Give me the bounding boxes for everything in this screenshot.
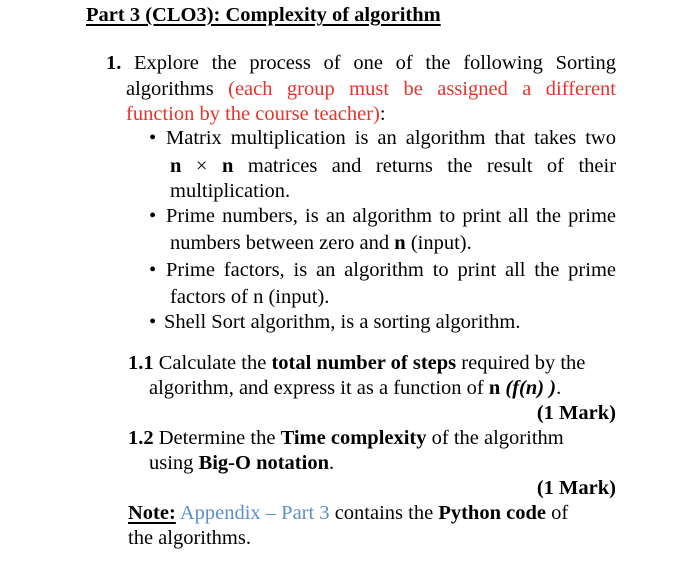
bullet-symbol: •: [149, 311, 157, 333]
question-line-3: [126, 101, 386, 127]
bullet-prime-factors-line-2: factors of n (input).: [170, 286, 330, 308]
subquestion-1-1-period: .: [556, 377, 562, 399]
subquestion-1-2-period: .: [328, 452, 335, 474]
subquestion-1-1-number: 1.1: [128, 352, 154, 374]
note-line-2: the algorithms.: [128, 527, 251, 549]
question-algorithms-text: algorithms: [126, 78, 214, 100]
subquestion-1-1-fn: (f(n) ): [505, 377, 557, 399]
subquestion-1-2-big-o: Big-O notation: [198, 452, 329, 474]
subquestion-1-1-function-text: algorithm, and express it as a function of: [149, 377, 484, 399]
subquestion-1-1-bold: total number of steps: [271, 352, 457, 374]
bullet-prime-numbers-line-1: Prime numbers, is an algorithm to print all the prime: [166, 205, 616, 227]
note-line-1: [128, 500, 568, 526]
bullet-prime-numbers-n: n: [394, 232, 406, 254]
subquestion-1-2-using: using: [149, 452, 194, 474]
subquestion-1-1-line-1: [128, 350, 585, 376]
bullet-matrix-n1: n: [170, 155, 182, 177]
bullet-prime-factors-line-1: Prime factors, is an algorithm to print all the prime: [166, 259, 616, 281]
subquestion-1-1-line-2: [149, 375, 561, 401]
bullet-prime-numbers-text: numbers between zero and: [170, 232, 390, 254]
question-teacher-note: (each group must be assigned a different: [228, 78, 616, 100]
question-number: 1.: [106, 52, 122, 74]
subquestion-1-1-text: Calculate the: [158, 352, 267, 374]
bullet-matrix-line-2: [170, 153, 616, 179]
bullet-matrix-line-3: multiplication.: [170, 180, 291, 202]
subquestion-1-2-line-2: [149, 450, 334, 476]
note-text: contains the: [334, 502, 434, 524]
subquestion-1-2-line-1: [128, 425, 564, 451]
subquestion-1-1-mark: (1 Mark): [536, 402, 616, 424]
question-line-1: Explore the process of one of the following Sorting: [134, 52, 616, 74]
question-teacher-note-end: function by the course teacher): [126, 103, 380, 125]
question-colon: :: [379, 103, 386, 125]
bullet-matrix-rest: matrices and returns the result of their: [247, 155, 617, 177]
note-text-2: of: [551, 502, 569, 524]
note-label: Note:: [128, 502, 176, 524]
bullet-prime-numbers-input: (input).: [410, 232, 472, 254]
bullet-symbol: •: [149, 259, 157, 281]
subquestion-1-2-mark: (1 Mark): [536, 477, 616, 499]
bullet-matrix-n2: n: [221, 155, 234, 177]
note-python-code: Python code: [438, 502, 546, 524]
bullet-prime-numbers-line-2: [170, 230, 472, 256]
subquestion-1-2-text-2: of the algorithm: [431, 427, 564, 449]
subquestion-1-1-text-2: required by the: [461, 352, 586, 374]
bullet-matrix-line-1: Matrix multiplication is an algorithm that takes two: [166, 127, 616, 149]
appendix-link[interactable]: Appendix – Part 3: [179, 502, 330, 524]
page-title: Part 3 (CLO3): Complexity of algorithm: [86, 4, 441, 26]
subquestion-1-2-bold: Time complexity: [280, 427, 427, 449]
bullet-matrix-times: ×: [195, 155, 208, 177]
question-line-2: [126, 76, 616, 102]
subquestion-1-1-n: n: [488, 377, 501, 399]
subquestion-1-2-text: Determine the: [158, 427, 276, 449]
subquestion-1-2-number: 1.2: [128, 427, 154, 449]
bullet-symbol: •: [149, 205, 157, 227]
bullet-symbol: •: [149, 127, 157, 149]
bullet-shell-sort: Shell Sort algorithm, is a sorting algorithm.: [164, 311, 521, 333]
